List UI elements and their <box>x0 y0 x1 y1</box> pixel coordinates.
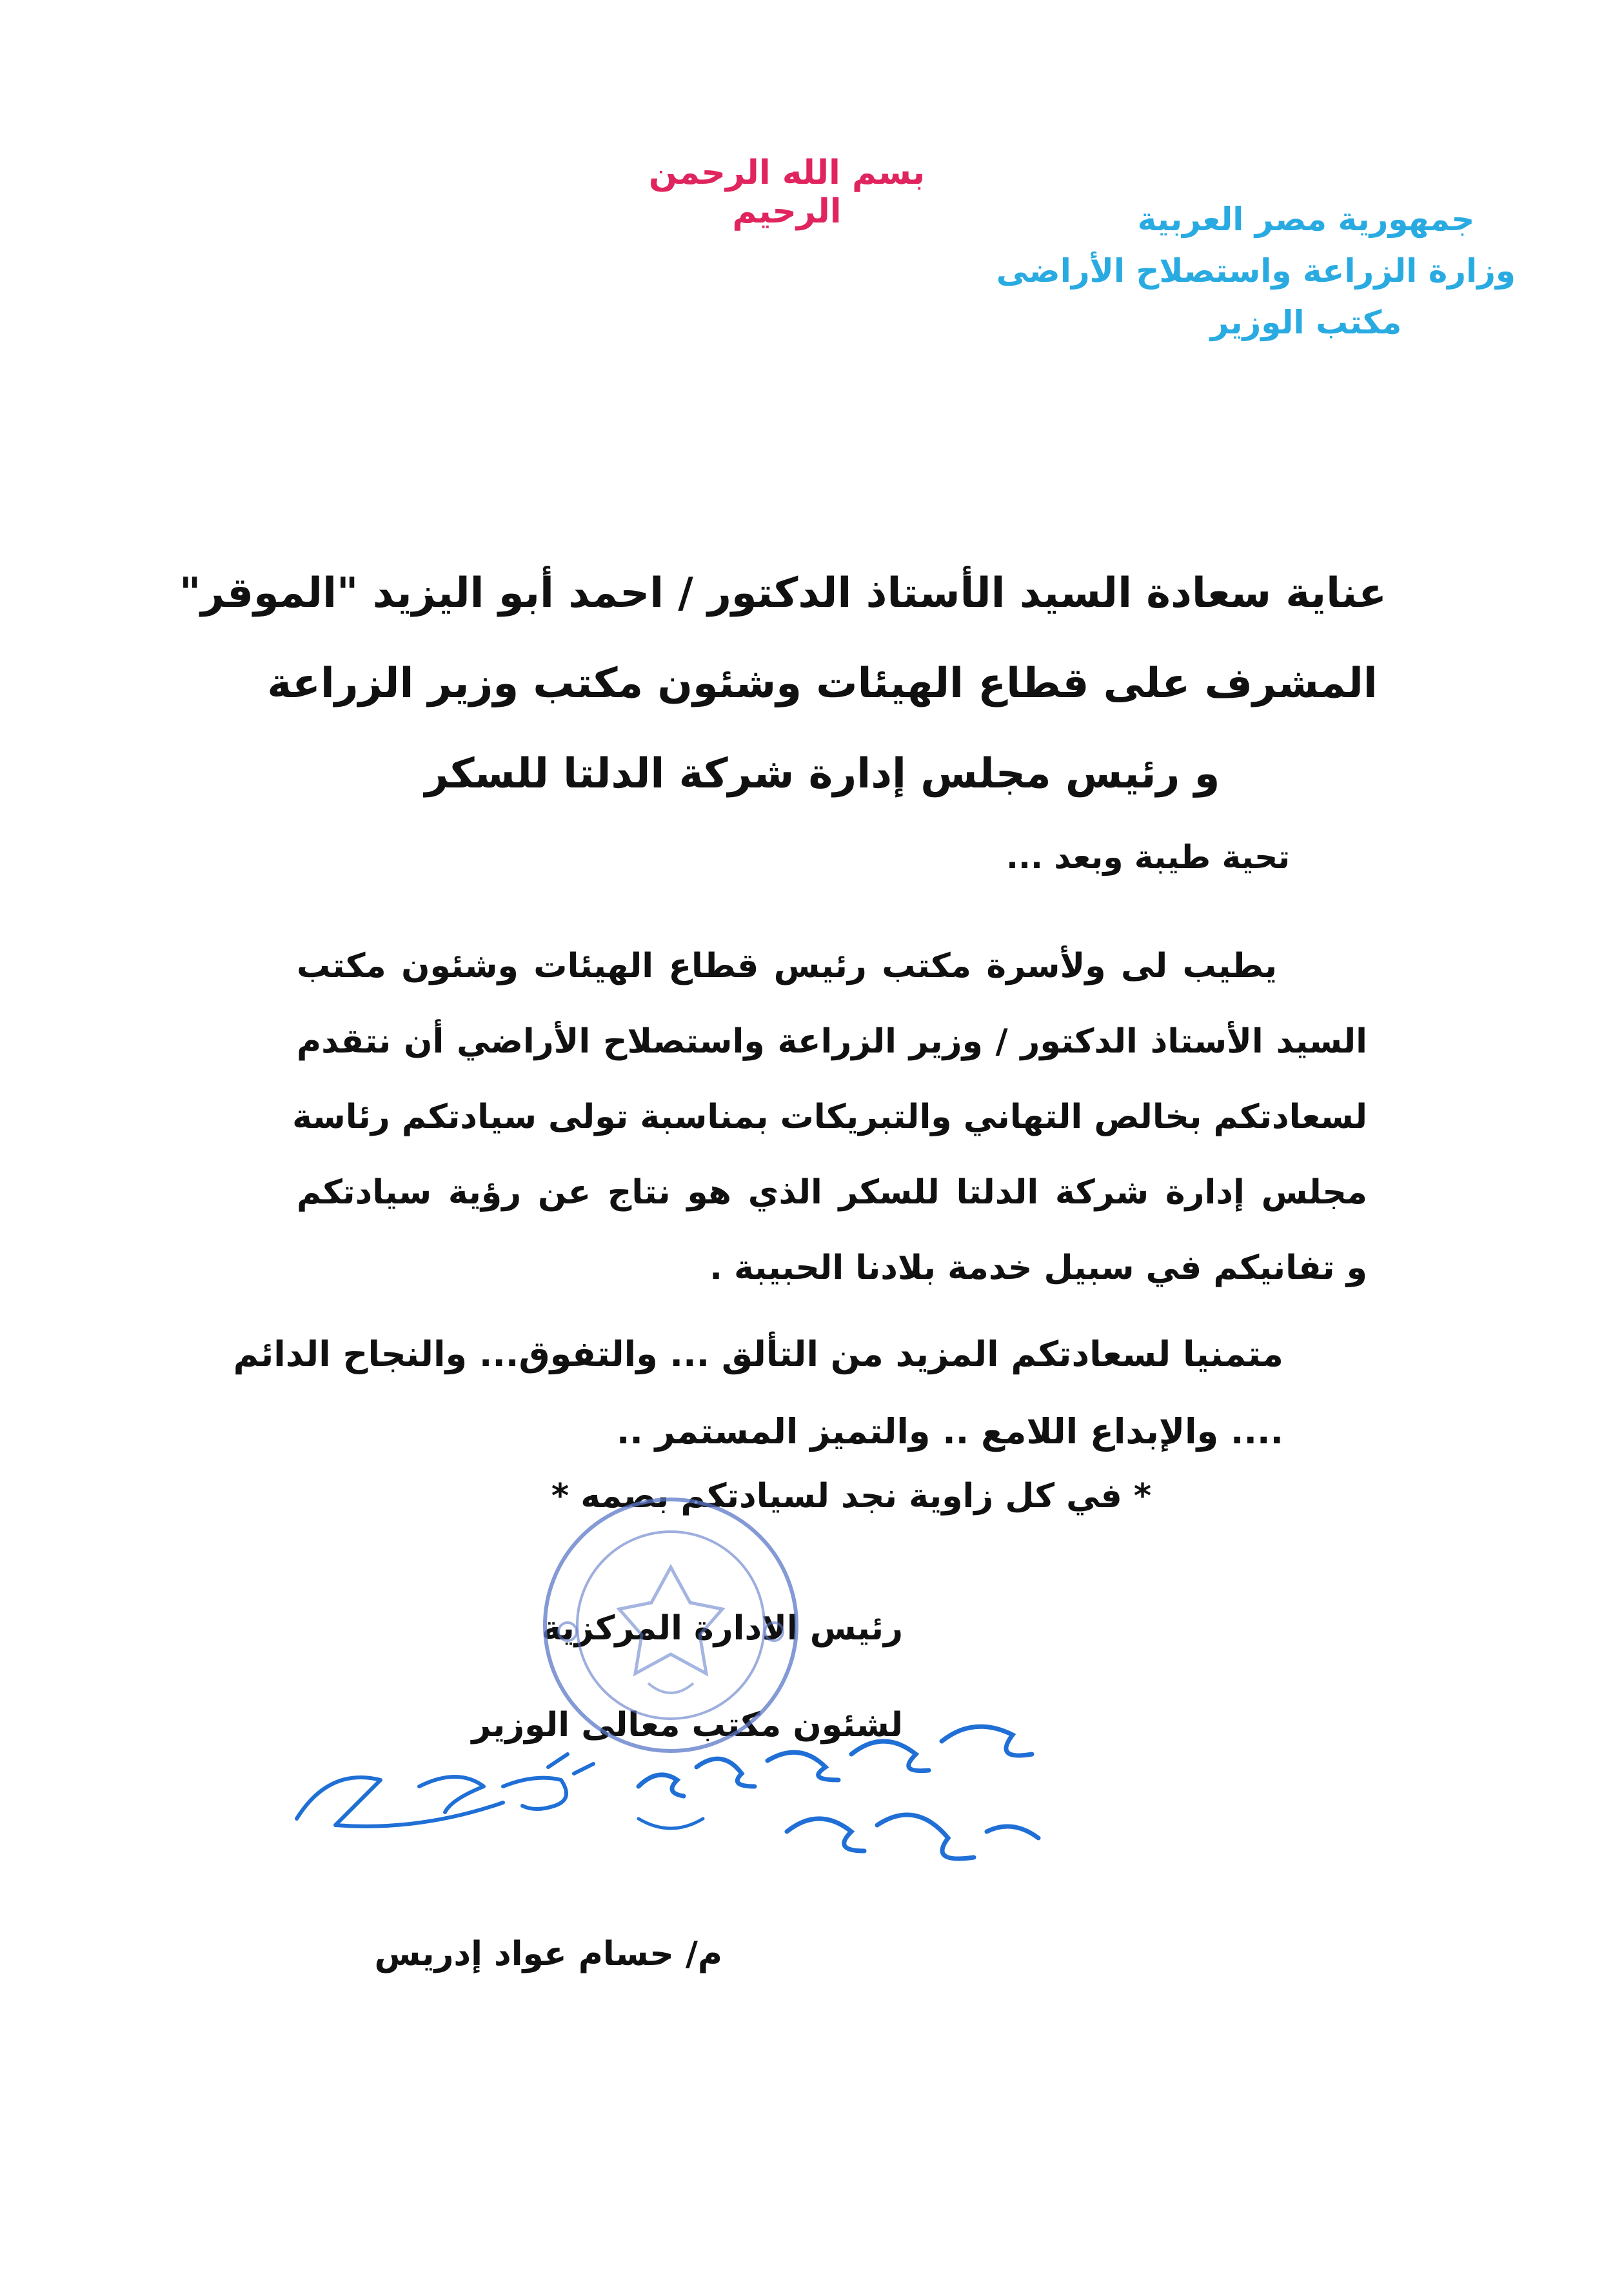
addressee-line: و رئيس مجلس إدارة شركة الدلتا للسكر <box>424 750 1220 798</box>
letterhead <box>996 193 1516 348</box>
addressee-block <box>179 548 1387 819</box>
handwritten-note <box>613 1690 1064 1903</box>
wishes-line: متمنيا لسعادتكم المزيد من التألق ... والتفوق... والنجاح الدائم <box>233 1334 1283 1374</box>
letterhead-ministry: وزارة الزراعة واستصلاح الأراضى <box>996 252 1516 290</box>
basmala: بسم الله الرحمن الرحيم <box>648 153 926 231</box>
body-line: السيد الأستاذ الدكتور / وزير الزراعة واستصلاح الأراضي أن نتقدم <box>297 1022 1367 1061</box>
letterhead-office: مكتب الوزير <box>1210 304 1402 341</box>
wishes-block <box>233 1316 1283 1470</box>
letterhead-country: جمهورية مصر العربية <box>1137 201 1475 238</box>
signature-title-line: رئيس الادارة المركزية <box>541 1609 903 1648</box>
body-line: و تفانيكم في سبيل خدمة بلادنا الحبيبة . <box>709 1249 1367 1287</box>
wishes-line: .... والإبداع اللامع .. والتميز المستمر .. <box>616 1411 1283 1452</box>
motto: * في كل زاوية نجد لسيادتكم بصمه * <box>551 1477 1152 1516</box>
body-line: يطيب لى ولأسرة مكتب رئيس قطاع الهيئات وشئون مكتب <box>297 947 1277 985</box>
letter-body <box>292 929 1367 1306</box>
body-line: لسعادتكم بخالص التهاني والتبريكات بمناسبة تولى سيادتكم رئاسة <box>292 1098 1367 1136</box>
signature-title-line: لشئون مكتب معالى الوزير <box>471 1706 903 1745</box>
signer-name: م/ حسام عواد إدريس <box>374 1935 722 1973</box>
body-line: مجلس إدارة شركة الدلتا للسكر الذي هو نتاج عن رؤية سيادتكم <box>297 1173 1367 1212</box>
greeting: تحية طيبة وبعد ... <box>1006 838 1290 876</box>
addressee-line: عناية سعادة السيد الأستاذ الدكتور / احمد أبو اليزيد "الموقر" <box>179 569 1387 617</box>
signature-scribble <box>290 1741 600 1844</box>
addressee-line: المشرف على قطاع الهيئات وشئون مكتب وزير الزراعة <box>267 660 1378 707</box>
